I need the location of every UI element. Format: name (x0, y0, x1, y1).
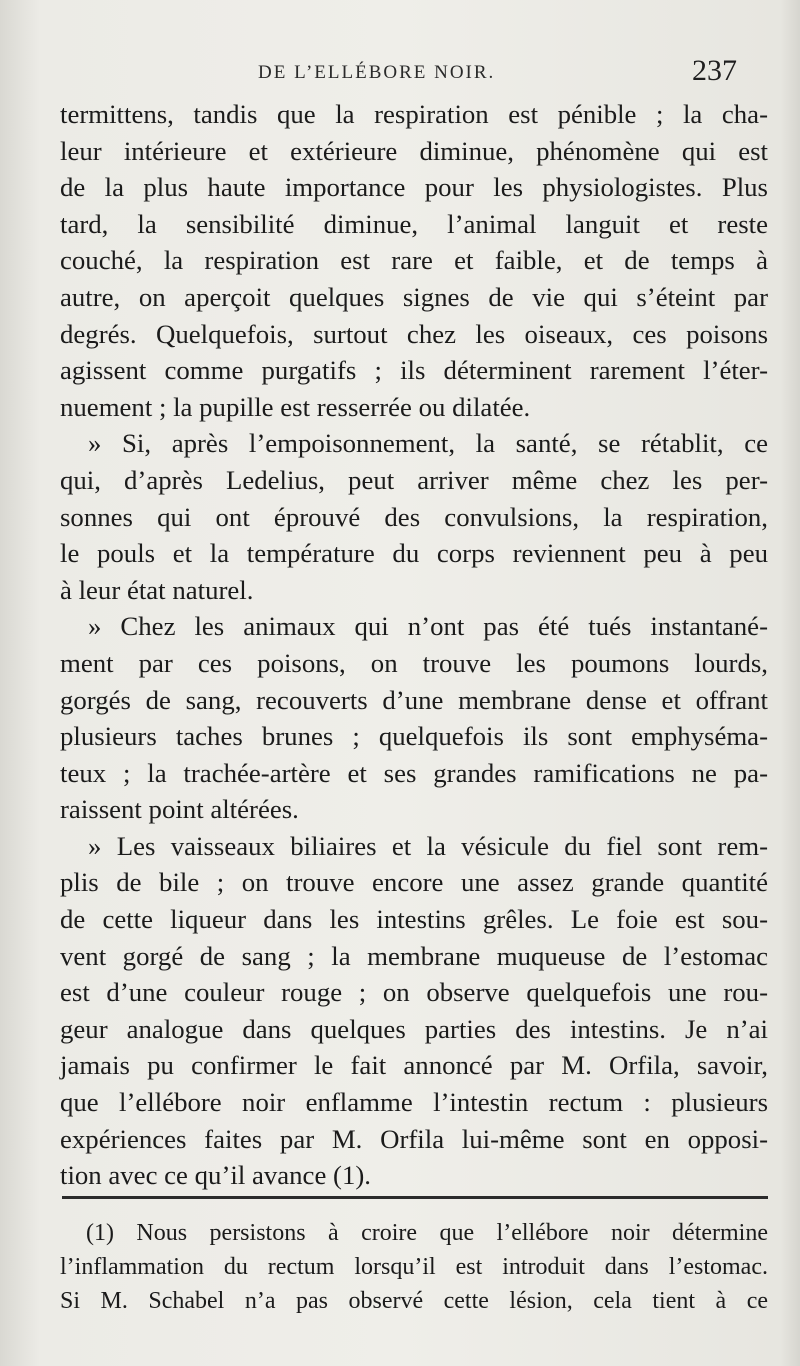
text-line: jamais pu confirmer le fait annoncé par M. Orfila, savoir, (60, 1050, 768, 1081)
body-text (60, 96, 768, 1194)
paragraph-3 (60, 608, 768, 828)
text-line: que l’ellébore noir enflamme l’intestin rectum : plusieurs (60, 1087, 768, 1118)
text-line: qui, d’après Ledelius, peut arriver même chez les per- (60, 464, 768, 495)
footnote-line: (1) Nous persistons à croire que l’ellébore noir détermine (86, 1220, 768, 1246)
text-line: raissent point altérées. (60, 794, 299, 825)
text-line: tard, la sensibilité diminue, l’animal languit et reste (60, 208, 768, 239)
text-line: geur analogue dans quelques parties des intestins. Je n’ai (60, 1013, 768, 1044)
text-line: nuement ; la pupille est resserrée ou dilatée. (60, 391, 531, 422)
text-line: » Si, après l’empoisonnement, la santé, se rétablit, ce (88, 428, 768, 459)
paragraph-2 (60, 425, 768, 608)
text-line: leur intérieure et extérieure diminue, phénomène qui est (60, 135, 768, 166)
paragraph-4 (60, 828, 768, 1194)
page-header (0, 52, 800, 92)
text-line: est d’une couleur rouge ; on observe quelquefois une rou- (60, 977, 768, 1008)
text-line: le pouls et la température du corps reviennent peu à peu (60, 538, 768, 569)
text-line: agissent comme purgatifs ; ils déterminent rarement l’éter- (60, 355, 768, 386)
paragraph-1 (60, 96, 768, 425)
text-line: plusieurs taches brunes ; quelquefois ils sont emphyséma- (60, 721, 768, 752)
text-line: plis de bile ; on trouve encore une assez grande quantité (60, 867, 768, 898)
footnote-line: l’inflammation du rectum lorsqu’il est introduit dans l’estomac. (60, 1254, 768, 1280)
text-line: sonnes qui ont éprouvé des convulsions, la respiration, (60, 501, 768, 532)
text-line: de la plus haute importance pour les physiologistes. Plus (60, 172, 768, 203)
text-line: couché, la respiration est rare et faible, et de temps à (60, 245, 768, 276)
footnote-line: Si M. Schabel n’a pas observé cette lésion, cela tient à ce (60, 1288, 768, 1314)
text-line: gorgés de sang, recouverts d’une membrane dense et offrant (60, 684, 768, 715)
text-line: de cette liqueur dans les intestins grêles. Le foie est sou- (60, 904, 768, 935)
text-line: expériences faites par M. Orfila lui-même sont en opposi- (60, 1123, 768, 1154)
running-head: DE L’ELLÉBORE NOIR. (258, 62, 496, 83)
text-line: » Chez les animaux qui n’ont pas été tués instantané- (88, 611, 768, 642)
page-number: 237 (692, 54, 737, 87)
text-line: à leur état naturel. (60, 574, 254, 605)
footnote-rule (62, 1196, 768, 1199)
text-line: teux ; la trachée-artère et ses grandes ramifications ne pa- (60, 757, 768, 788)
footnote (60, 1216, 768, 1318)
text-line: autre, on aperçoit quelques signes de vie qui s’éteint par (60, 281, 768, 312)
text-line: degrés. Quelquefois, surtout chez les oiseaux, ces poisons (60, 318, 768, 349)
text-line: » Les vaisseaux biliaires et la vésicule du fiel sont rem- (88, 830, 768, 861)
text-line: ment par ces poisons, on trouve les poumons lourds, (60, 647, 768, 678)
text-line: tion avec ce qu’il avance (1). (60, 1160, 371, 1191)
text-line: vent gorgé de sang ; la membrane muqueuse de l’estomac (60, 940, 768, 971)
text-line: termittens, tandis que la respiration est pénible ; la cha- (60, 99, 768, 129)
